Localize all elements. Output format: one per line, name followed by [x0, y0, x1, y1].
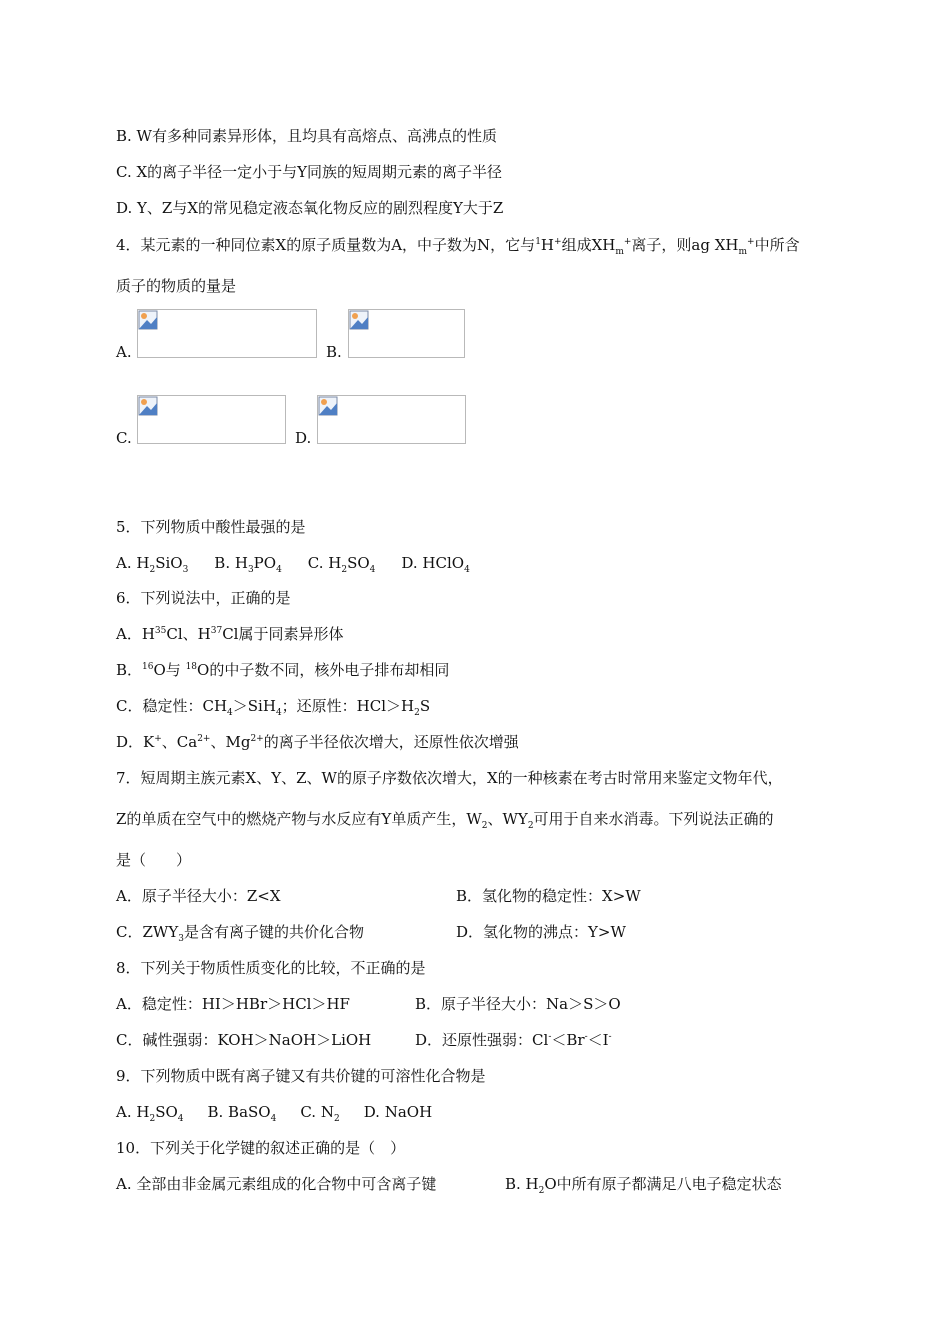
q8-option-a[interactable]: A．稳定性：HI＞HBr＞HCl＞HF [116, 995, 350, 1013]
q8-stem: 8．下列关于物质性质变化的比较，不正确的是 [116, 959, 426, 977]
q9-options [116, 1102, 432, 1122]
q4-option-d-image [317, 395, 466, 444]
q9-option-b[interactable]: B. BaSO$_4$ [207, 1103, 277, 1124]
q6-stem: 6．下列说法中，正确的是 [116, 589, 291, 607]
q4-option-d-label[interactable]: D. [295, 429, 312, 447]
q7-stem-line2: Z的单质在空气中的燃烧产物与水反应有Y单质产生，$W_2$、$WY_2$可用于自来水消毒。下列说法正确的 [116, 810, 774, 831]
q9-option-a[interactable]: A. $H_2SO_4$ [116, 1103, 184, 1124]
q7-stem-line3: 是（ ） [116, 851, 192, 869]
q5-option-d[interactable]: D. HClO$_4$ [401, 554, 470, 575]
q8-option-c[interactable]: C．碱性强弱：KOH＞NaOH＞LiOH [116, 1031, 372, 1049]
broken-image-icon [138, 310, 158, 330]
q7-option-d[interactable]: D．氢化物的沸点：Y>W [456, 923, 626, 941]
q3-option-c: C. X的离子半径一定小于与Y同族的短周期元素的离子半径 [116, 163, 503, 181]
q7-option-b[interactable]: B．氢化物的稳定性：X>W [456, 887, 641, 905]
q5-options [116, 553, 470, 573]
q3-option-b: B. W有多种同素异形体，且均具有高熔点、高沸点的性质 [116, 127, 497, 145]
broken-image-icon [349, 310, 369, 330]
q7-option-a[interactable]: A．原子半径大小：Z<X [116, 887, 281, 905]
q5-stem: 5．下列物质中酸性最强的是 [116, 518, 306, 536]
q7-stem-line1: 7．短周期主族元素X、Y、Z、W的原子序数依次增大，X的一种核素在考古时常用来鉴定文物年代， [116, 769, 783, 787]
q9-stem: 9．下列物质中既有离子键又有共价键的可溶性化合物是 [116, 1067, 486, 1085]
q7-option-c[interactable]: C．$ZWY_3$是含有离子键的共价化合物 [116, 923, 364, 944]
q3-option-d: D. Y、Z与X的常见稳定液态氧化物反应的剧烈程度Y大于Z [116, 199, 504, 217]
q4-option-a-label[interactable]: A. [116, 343, 132, 361]
q10-stem: 10．下列关于化学键的叙述正确的是（ ） [116, 1139, 406, 1157]
broken-image-icon [318, 396, 338, 416]
q4-option-c-image [137, 395, 286, 444]
q5-option-c[interactable]: C. $H_2SO_4$ [307, 554, 376, 575]
q5-option-b[interactable]: B. $H_3PO_4$ [214, 554, 282, 575]
q8-option-b[interactable]: B．原子半径大小：Na＞S＞O [415, 995, 621, 1013]
q6-option-a[interactable]: A．$H^{35}Cl$、$H^{37}Cl$属于同素异形体 [116, 625, 344, 643]
q5-option-a[interactable]: A. $H_2SiO_3$ [116, 554, 189, 575]
q4-option-a-image [137, 309, 317, 358]
q4-option-b-image [348, 309, 465, 358]
q4-stem-line2: 质子的物质的量是 [116, 277, 237, 295]
q4-stem: 4．某元素的一种同位素X的原子质量数为A，中子数为N，它与$^1$H+组成$XH_m^+$离子，则ag $XH_m^+$中所含 [116, 236, 800, 257]
broken-image-icon [138, 396, 158, 416]
q9-option-d[interactable]: D. NaOH [363, 1103, 433, 1121]
q10-option-a[interactable]: A. 全部由非金属元素组成的化合物中可含离子键 [116, 1175, 437, 1193]
q6-option-d[interactable]: D．K+、$Ca^{2+}$、$Mg^{2+}$的离子半径依次增大，还原性依次增强 [116, 733, 519, 751]
q6-option-c[interactable]: C．稳定性：$CH_4>SiH_4$；还原性：$HCl>H_2S$ [116, 697, 431, 718]
q6-option-b[interactable]: B．$^{16}$O与 $^{18}$O的中子数不同，核外电子排布却相同 [116, 661, 450, 679]
q4-option-b-label[interactable]: B. [326, 343, 342, 361]
q8-option-d[interactable]: D．还原性强弱：Cl-＜Br-＜I- [415, 1031, 612, 1049]
q4-option-c-label[interactable]: C. [116, 429, 132, 447]
q9-option-c[interactable]: C. $N_2$ [300, 1103, 340, 1124]
q10-option-b[interactable]: B. $H_2O$中所有原子都满足八电子稳定状态 [505, 1175, 782, 1196]
